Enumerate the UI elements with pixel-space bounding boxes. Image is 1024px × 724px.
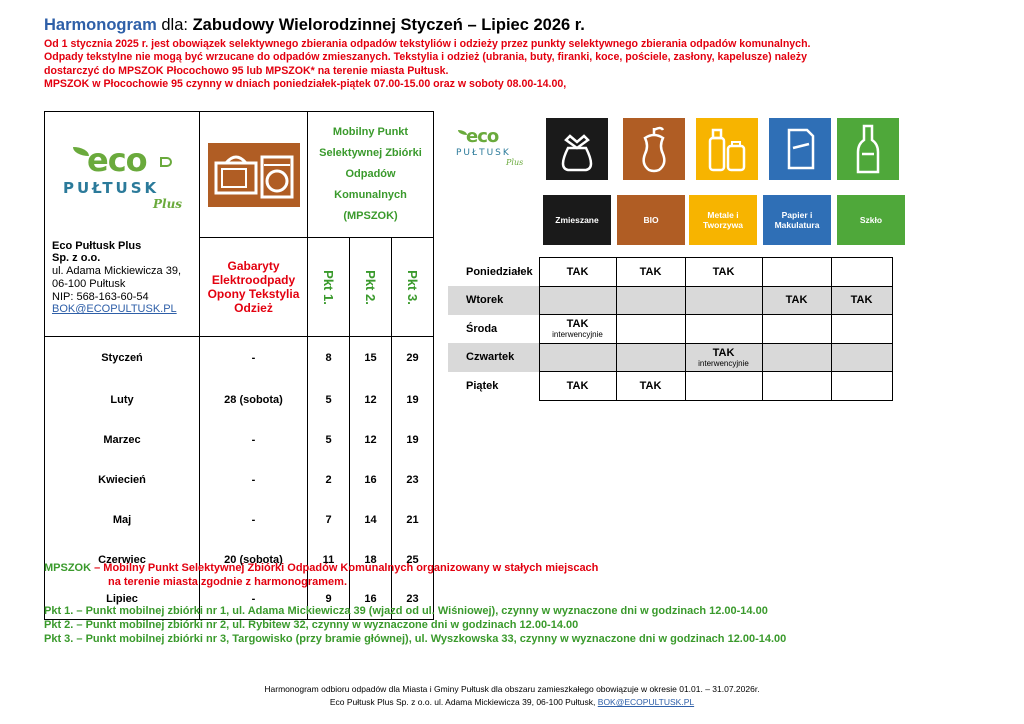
gabaryty-cell: 28 (sobota) [200, 380, 308, 420]
schedule-cell [685, 315, 762, 344]
table-row [45, 337, 434, 380]
schedule-cell: TAK [685, 258, 762, 287]
pkt-header: Pkt 1. [308, 238, 350, 337]
notice-line: Odpady tekstylne nie mogą być wrzucane do odpadów zmieszanych. Tekstylia i odzież (ubrania, buty, firanki, koce, pościele, zasłony, kapelusze) należy [44, 51, 807, 64]
appliance-icon [208, 143, 300, 207]
notice [44, 38, 944, 92]
footer [0, 683, 1024, 709]
schedule-cell [685, 372, 762, 401]
table-row [45, 500, 434, 540]
schedule-cell [762, 343, 831, 372]
pkt-cell: 23 [392, 460, 434, 500]
logo-eco: eco [87, 140, 147, 179]
pkt-header: Pkt 3. [392, 238, 434, 337]
gabaryty-header: Gabaryty Elektroodpady Opony Tekstylia Odzież [200, 238, 308, 337]
footer-line: Eco Pułtusk Plus Sp. z o.o. ul. Adama Mickiewicza 39, 06-100 Pułtusk, BOK@ECOPULTUSK.PL [329, 697, 695, 707]
schedule-cell: TAK [616, 372, 685, 401]
apple-core-icon [623, 118, 685, 180]
pkt-cell: 23 [392, 580, 434, 620]
pkt-cell: 5 [308, 380, 350, 420]
schedule-row [448, 258, 892, 287]
schedule-cell: TAK [616, 258, 685, 287]
schedule-row [448, 343, 892, 372]
schedule-cell [762, 315, 831, 344]
day-label: Poniedziałek [466, 265, 533, 278]
gabaryty-cell: 20 (sobota) [200, 540, 308, 580]
pkt-cell: 14 [350, 500, 392, 540]
pkt-cell: 29 [392, 337, 434, 380]
pkt-cell: 21 [392, 500, 434, 540]
eco-pultusk-logo-small [448, 126, 528, 170]
page-title [44, 16, 585, 35]
gabaryty-cell: - [200, 500, 308, 540]
bottles-icon [696, 118, 758, 180]
pkt-cell: 16 [350, 460, 392, 500]
gabaryty-cell: - [200, 420, 308, 460]
notice-line: dostarczyć do MPSZOK Płocochowo 95 lub MPSZOK* na terenie miasta Pułtusk. [44, 64, 449, 77]
point-item: Pkt 3. – Punkt mobilnej zbiórki nr 3, Targowisko (przy bramie głównej), ul. Wyszkowska 33, czynny w wyznaczone dni w godzinach 12.00-14.00 [44, 633, 787, 645]
company-nip: NIP: 568-163-60-54 [52, 290, 149, 303]
month-cell: Marzec [45, 420, 200, 460]
schedule-cell: TAK [539, 258, 616, 287]
schedule-cell [762, 258, 831, 287]
schedule-cell [539, 343, 616, 372]
day-label: Wtorek [448, 286, 539, 315]
bin-label: Papier i Makulatura [763, 195, 831, 245]
schedule-cell [616, 286, 685, 315]
company-form: Sp. z o.o. [52, 252, 101, 265]
day-label: Czwartek [448, 343, 539, 372]
schedule-cell: TAK [831, 286, 892, 315]
table-row [45, 420, 434, 460]
schedule-cell: TAK [762, 286, 831, 315]
month-cell: Maj [45, 500, 200, 540]
footer-line: Harmonogram odbioru odpadów dla Miasta i Gminy Pułtusk dla obszaru zamieszkałego obowiązuje w okresie 01.01. – 31.07.2026r. [264, 684, 760, 694]
title-rest: Zabudowy Wielorodzinnej Styczeń – Lipiec 2026 r. [192, 16, 585, 34]
bin-label: Zmieszane [543, 195, 611, 245]
schedule-cell [762, 372, 831, 401]
schedule-cell [831, 258, 892, 287]
table-row [45, 460, 434, 500]
table-row [45, 380, 434, 420]
pkt-cell: 11 [308, 540, 350, 580]
points-list [44, 604, 786, 646]
legend-line: – Mobilny Punkt Selektywnej Zbiórki Odpadów Komunalnych organizowany w stałych miejscach [91, 562, 599, 574]
pkt-cell: 19 [392, 420, 434, 460]
month-cell: Lipiec [45, 580, 200, 620]
mpszok-header: Mobilny Punkt Selektywnej Zbiórki Odpadów Komunalnych (MPSZOK) [308, 112, 434, 238]
footer-email-link[interactable]: BOK@ECOPULTUSK.PL [597, 697, 695, 707]
pkt-cell: 5 [308, 420, 350, 460]
glass-bottle-icon [837, 118, 899, 180]
gabaryty-cell: - [200, 337, 308, 380]
notice-line: MPSZOK w Płocochowie 95 czynny w dniach poniedziałek-piątek 07.00-15.00 oraz w soboty 08.00-14.00, [44, 78, 567, 91]
day-label: Piątek [466, 379, 499, 392]
title-lead: Harmonogram [44, 16, 157, 34]
schedule-cell: TAK interwencyjnie [539, 315, 616, 344]
pkt-cell: 25 [392, 540, 434, 580]
schedule-row [448, 286, 892, 315]
appliance-cell [200, 112, 308, 238]
month-cell: Czerwiec [45, 540, 200, 580]
schedule-cell [831, 315, 892, 344]
company-email-link[interactable]: BOK@ECOPULTUSK.PL [52, 303, 177, 316]
schedule-cell [616, 343, 685, 372]
title-dla: dla: [161, 16, 188, 34]
pkt-cell: 15 [350, 337, 392, 380]
notice-line: Od 1 stycznia 2025 r. jest obowiązek selektywnego zbierania odpadów tekstyliów i odzieży przez punkty selektywnego zbierania odpadów komunalnych. [44, 38, 811, 50]
schedule-cell [616, 315, 685, 344]
logo-pultusk: PUŁTUSK [456, 148, 511, 158]
gabaryty-cell: - [200, 460, 308, 500]
bin-label: Szkło [837, 195, 905, 245]
pkt-cell: 8 [308, 337, 350, 380]
month-cell: Styczeń [45, 337, 200, 380]
schedule-cell [831, 372, 892, 401]
pkt-cell: 16 [350, 580, 392, 620]
pkt-cell: 12 [350, 420, 392, 460]
pkt-cell: 7 [308, 500, 350, 540]
logo-eco: eco [466, 126, 499, 147]
bin-label: BIO [617, 195, 685, 245]
legend-line: na terenie miasta zgodnie z harmonogramem. [108, 576, 348, 588]
pkt-cell: 12 [350, 380, 392, 420]
eco-logo-cell [45, 112, 200, 238]
schedule-cell [685, 286, 762, 315]
paper-icon [769, 118, 831, 180]
pkt-cell: 18 [350, 540, 392, 580]
pkt-cell: 2 [308, 460, 350, 500]
company-info [45, 238, 200, 337]
legend [44, 561, 598, 589]
day-label: Środa [466, 322, 498, 335]
pkt-cell: 19 [392, 380, 434, 420]
company-street: ul. Adama Mickiewicza 39, [52, 265, 181, 278]
month-cell: Luty [45, 380, 200, 420]
schedule-row [448, 372, 892, 401]
month-cell: Kwiecień [45, 460, 200, 500]
logo-plus: Plus [153, 196, 183, 211]
company-name: Eco Pułtusk Plus [52, 239, 142, 252]
point-item: Pkt 1. – Punkt mobilnej zbiórki nr 1, ul. Adama Mickiewicza 39 (wjazd od ul. Wiśniowej), czynny w wyznaczone dni w godzinach 12.00-14.00 [44, 605, 768, 617]
logo-plus: Plus [506, 158, 524, 167]
pkt-header: Pkt 2. [350, 238, 392, 337]
schedule-cell [831, 343, 892, 372]
legend-mpszok: MPSZOK [44, 562, 92, 574]
logo-pultusk: PUŁTUSK [63, 178, 160, 197]
schedule-cell [539, 286, 616, 315]
gabaryty-cell: - [200, 580, 308, 620]
plug-icon [160, 157, 172, 167]
pkt-cell: 9 [308, 580, 350, 620]
schedule-cell: TAK [539, 372, 616, 401]
point-item: Pkt 2. – Punkt mobilnej zbiórki nr 2, ul. Rybitew 32, czynny w wyznaczone dni w godzinach 12.00-14.00 [44, 619, 579, 631]
company-city: 06-100 Pułtusk [52, 277, 126, 290]
schedule-cell: TAK interwencyjnie [685, 343, 762, 372]
mpszok-table [44, 111, 434, 620]
bin-label: Metale i Tworzywa [689, 195, 757, 245]
eco-pultusk-logo [47, 135, 197, 215]
trash-bag-icon [546, 118, 608, 180]
schedule-row [448, 315, 892, 344]
schedule-table [448, 257, 893, 401]
